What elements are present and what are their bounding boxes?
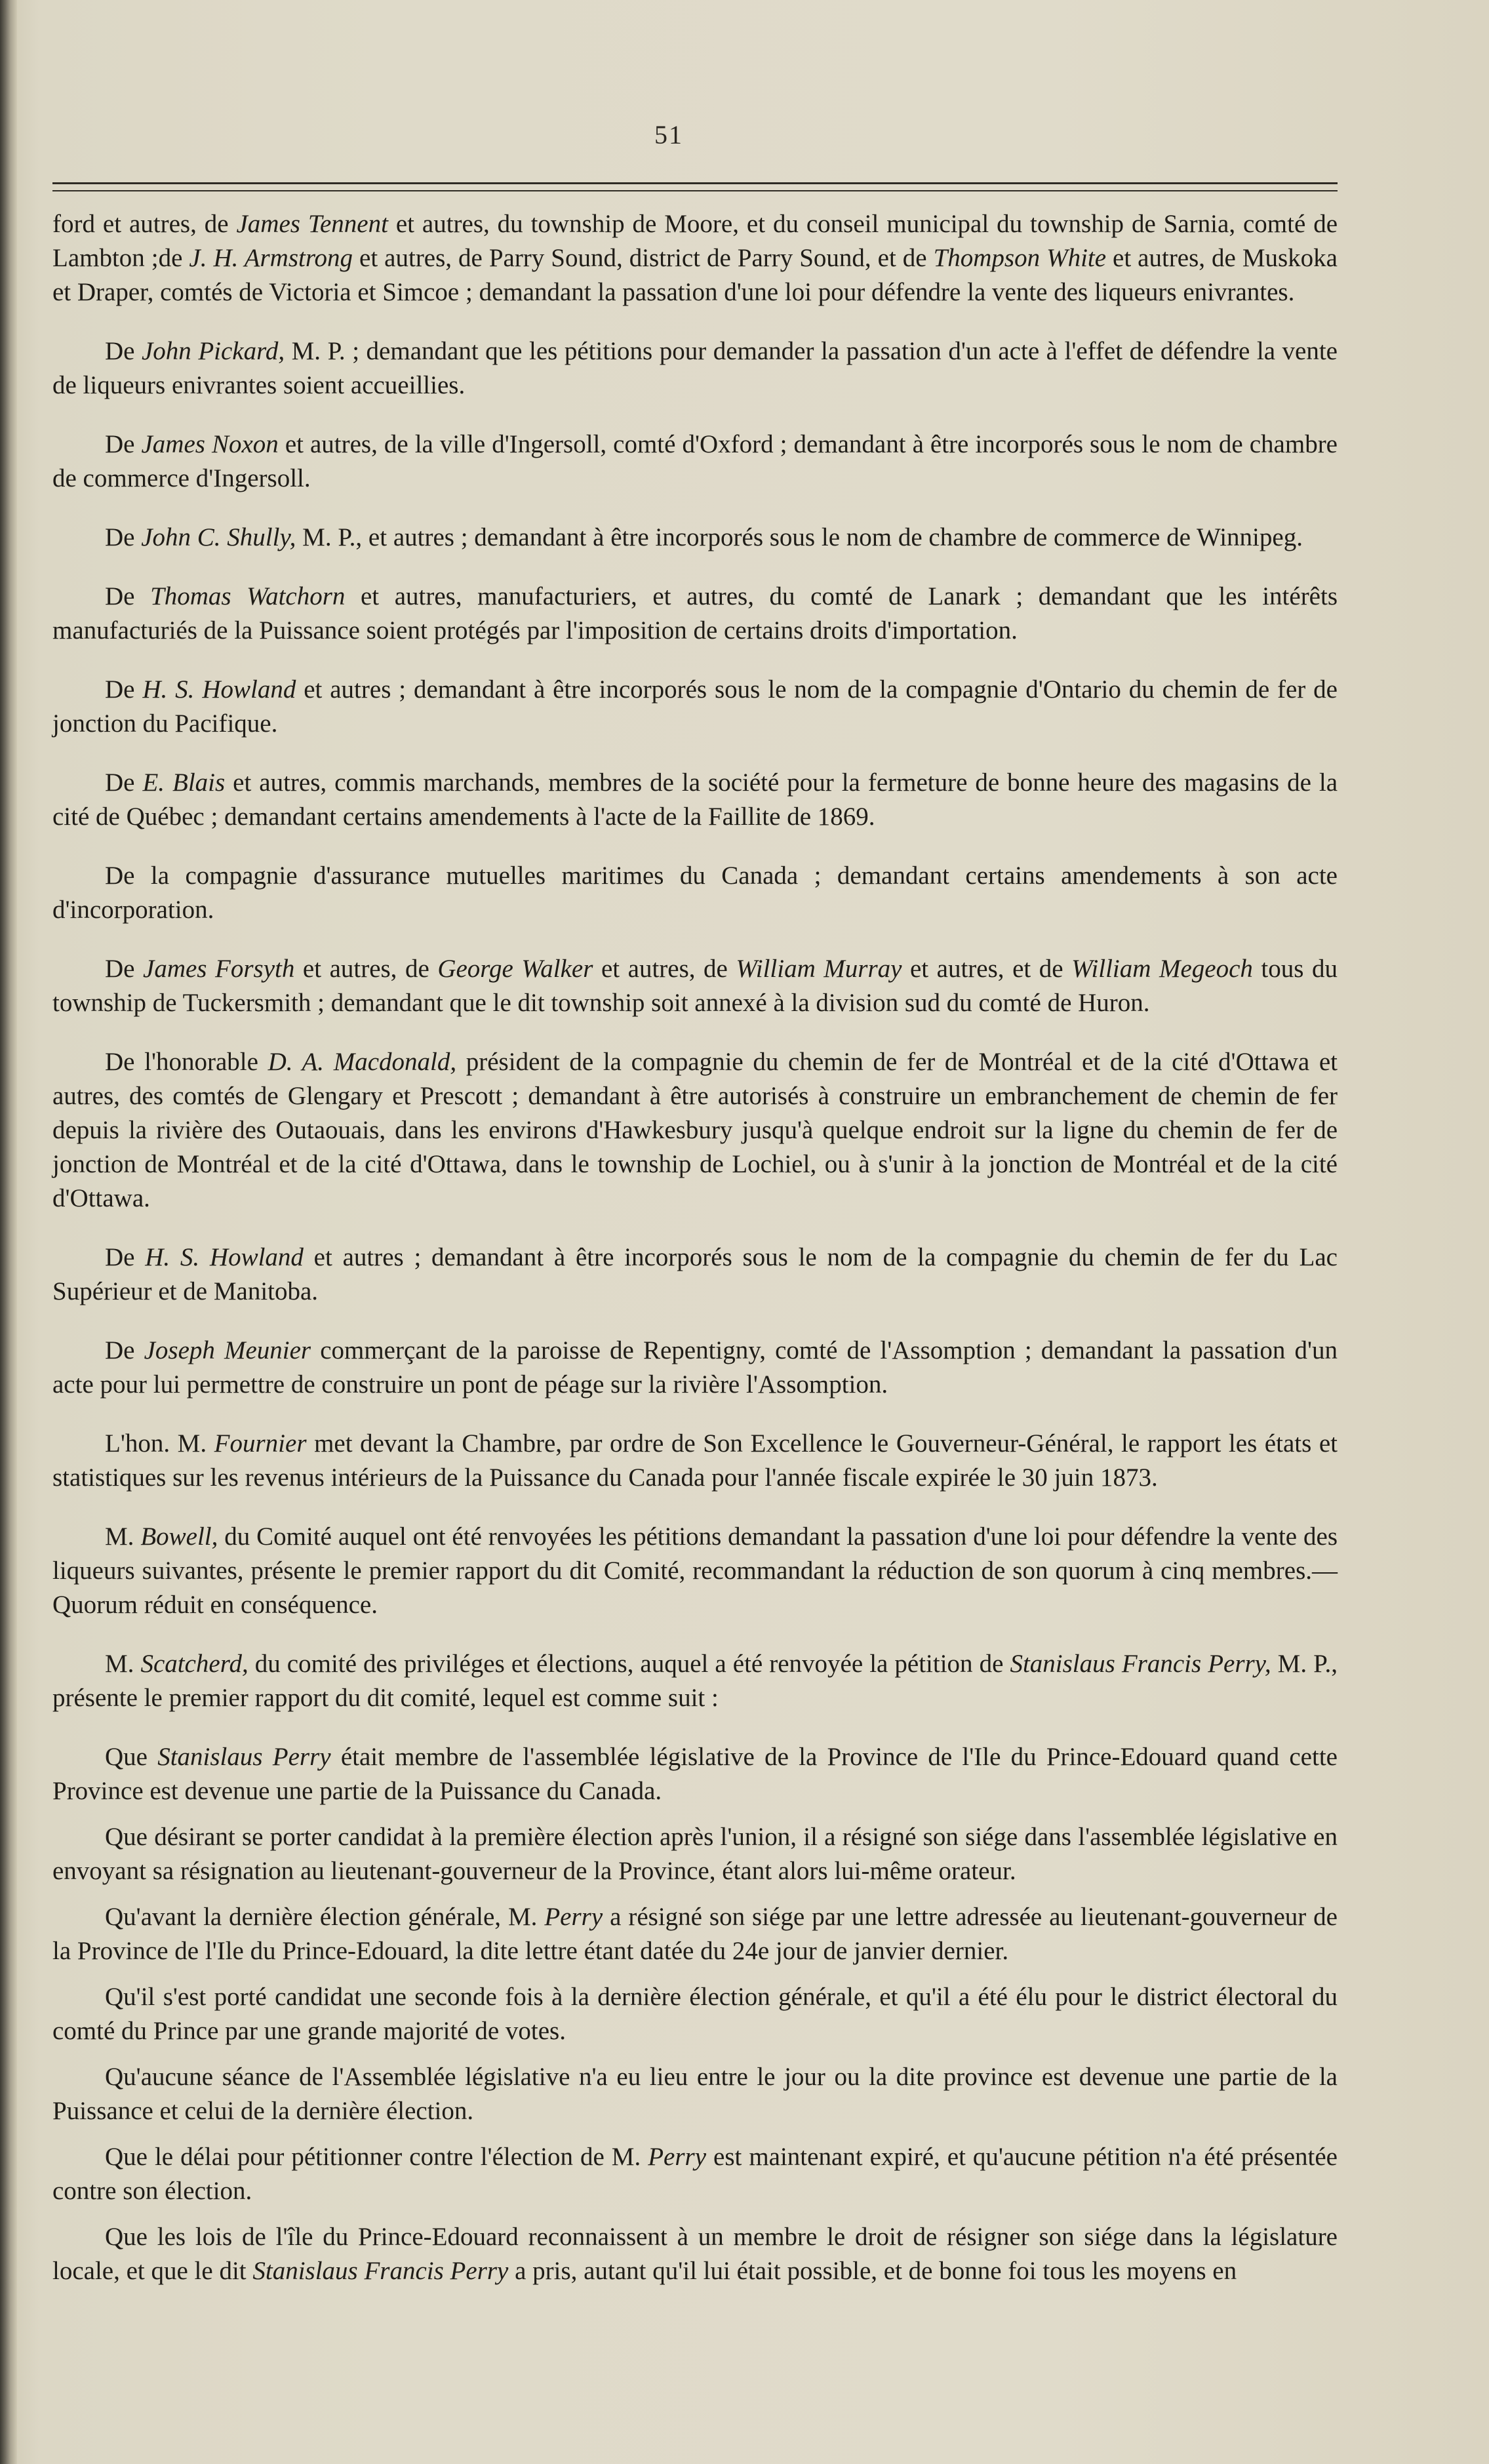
text-run: était membre de l'assemblée législative de la Province de l'Ile du Prince-Edouard quand cette Province est devenue une partie de la Puissance du Canada. <box>52 1743 1338 1805</box>
italic-name-run: J. H. Armstrong <box>189 244 353 272</box>
paragraph <box>52 1900 1338 1968</box>
paragraph <box>52 1427 1338 1495</box>
text-run: ford et autres, de <box>52 210 237 238</box>
italic-name-run: Thompson White <box>933 244 1107 272</box>
text-run: du comité des priviléges et élections, auquel a été renvoyée la pétition de <box>248 1650 1010 1678</box>
paragraph <box>52 1647 1338 1715</box>
paragraph <box>52 427 1338 496</box>
text-run: M. P. ; demandant que les pétitions pour demander la passation d'un acte à l'effet de défendre la vente de liqueurs enivrantes soient accueillies. <box>52 337 1338 399</box>
text-run: M. P., présente le premier rapport du dit comité, lequel est comme suit : <box>52 1650 1338 1712</box>
italic-name-run: George Walker <box>437 955 593 983</box>
text-run: et autres, de Muskoka et Draper, comtés de Victoria et Simcoe ; demandant la passation d'une loi pour défendre la vente des liqueurs enivrantes. <box>52 244 1338 306</box>
text-run: Que <box>105 1743 158 1771</box>
italic-name-run: H. S. Howland <box>142 675 296 704</box>
paragraph <box>52 859 1338 927</box>
italic-name-run: Scatcherd, <box>140 1650 248 1678</box>
italic-name-run: Stanislaus Francis Perry, <box>1010 1650 1271 1678</box>
document-body <box>52 207 1338 2300</box>
text-run: Que le délai pour pétitionner contre l'élection de M. <box>105 2143 648 2171</box>
text-run: met devant la Chambre, par ordre de Son Excellence le Gouverneur-Général, le rapport les états et statistiques sur les revenus intérieurs de la Puissance du Canada pour l'année fiscale expirée le 30 juin 1873. <box>52 1429 1338 1492</box>
paragraph <box>52 2220 1338 2288</box>
text-run: a pris, autant qu'il lui était possible, et de bonne foi tous les moyens en <box>508 2257 1237 2285</box>
paragraph <box>52 207 1338 309</box>
text-run: M. <box>105 1650 141 1678</box>
italic-name-run: John C. Shully, <box>141 523 296 551</box>
italic-name-run: Perry <box>544 1903 603 1931</box>
text-run: De <box>105 582 151 610</box>
text-run: Que désirant se porter candidat à la première élection après l'union, il a résigné son siége dans l'assemblée législative en envoyant sa résignation au lieutenant-gouverneur de la Province, étant alors lui-même orateur. <box>52 1823 1338 1885</box>
paragraph <box>52 521 1338 555</box>
text-run: Que les lois de l'île du Prince-Edouard reconnaissent à un membre le droit de résigner son siége dans la législature locale, et que le dit <box>52 2223 1338 2285</box>
text-run: et autres, de <box>294 955 438 983</box>
text-run: De <box>105 1336 144 1364</box>
text-run: M. P., et autres ; demandant à être incorporés sous le nom de chambre de commerce de Winnipeg. <box>296 523 1303 551</box>
italic-name-run: Thomas Watchorn <box>150 582 346 610</box>
text-run: du Comité auquel ont été renvoyées les pétitions demandant la passation d'une loi pour défendre la vente des liqueurs suivantes, présente le premier rapport du dit Comité, recommandant la réduction de son quorum à cinq membres.—Quorum réduit en conséquence. <box>52 1522 1338 1619</box>
paragraph <box>52 1740 1338 1808</box>
text-run: a résigné son siége par une lettre adressée au lieutenant-gouverneur de la Province de l'Ile du Prince-Edouard, la dite lettre étant datée du 24e jour de janvier dernier. <box>52 1903 1338 1965</box>
italic-name-run: D. A. Macdonald, <box>268 1048 457 1076</box>
paragraph <box>52 1241 1338 1309</box>
text-run: et autres ; demandant à être incorporés sous le nom de la compagnie d'Ontario du chemin de fer de jonction du Pacifique. <box>52 675 1338 738</box>
text-run: et autres, de <box>593 955 736 983</box>
paragraph <box>52 2060 1338 2128</box>
italic-name-run: Stanislaus Francis Perry <box>252 2257 509 2285</box>
italic-name-run: E. Blais <box>142 768 226 797</box>
text-run: tous du township de Tuckersmith ; demandant que le dit township soit annexé à la division sud du comté de Huron. <box>52 955 1338 1017</box>
italic-name-run: James Tennent <box>236 210 388 238</box>
text-run: commerçant de la paroisse de Repentigny, comté de l'Assomption ; demandant la passation d'un acte pour lui permettre de construire un pont de péage sur la rivière l'Assomption. <box>52 1336 1338 1399</box>
paragraph <box>52 1334 1338 1402</box>
text-run: De l'honorable <box>105 1048 268 1076</box>
header-rule-top <box>52 182 1338 184</box>
text-run: président de la compagnie du chemin de fer de Montréal et de la cité d'Ottawa et autres, des comtés de Glengary et Prescott ; demandant à être autorisés à construire un embranchement de chemin de fer depuis la rivière des Outaouais, dans les environs d'Hawkesbury jusqu'à quelque endroit sur la ligne du chemin de fer de jonction de Montréal et de la cité d'Ottawa, dans le township de Lochiel, ou à s'unir à la jonction de Montréal et de la cité d'Ottawa. <box>52 1048 1338 1212</box>
text-run: et autres, de Parry Sound, district de Parry Sound, et de <box>353 244 934 272</box>
header-rule-bottom <box>52 190 1338 191</box>
text-run: De la compagnie d'assurance mutuelles maritimes du Canada ; demandant certains amendements à son acte d'incorporation. <box>52 862 1338 924</box>
italic-name-run: William Murray <box>736 955 902 983</box>
italic-name-run: Stanislaus Perry <box>157 1743 331 1771</box>
italic-name-run: Perry <box>648 2143 707 2171</box>
text-run: Qu'avant la dernière élection générale, M. <box>105 1903 545 1931</box>
paragraph <box>52 952 1338 1020</box>
italic-name-run: James Forsyth <box>143 955 295 983</box>
text-run: De <box>105 768 143 797</box>
text-run: M. <box>105 1522 141 1551</box>
paragraph <box>52 580 1338 648</box>
italic-name-run: Fournier <box>214 1429 307 1458</box>
paragraph <box>52 766 1338 834</box>
paragraph <box>52 2140 1338 2208</box>
italic-name-run: William Megeoch <box>1071 955 1253 983</box>
text-run: Qu'aucune séance de l'Assemblée législative n'a eu lieu entre le jour ou la dite province est devenue une partie de la Puissance et celui de la dernière élection. <box>52 2063 1338 2125</box>
paragraph <box>52 673 1338 741</box>
text-run: De <box>105 430 142 458</box>
paragraph <box>52 1520 1338 1622</box>
text-run: est maintenant expiré, et qu'aucune pétition n'a été présentée contre son élection. <box>52 2143 1338 2205</box>
italic-name-run: James Noxon <box>141 430 279 458</box>
text-run: De <box>105 675 143 704</box>
text-run: De <box>105 523 142 551</box>
italic-name-run: H. S. Howland <box>145 1243 304 1271</box>
text-run: De <box>105 337 142 365</box>
text-run: L'hon. M. <box>105 1429 214 1458</box>
italic-name-run: John Pickard, <box>142 337 285 365</box>
paragraph <box>52 1820 1338 1888</box>
italic-name-run: Bowell, <box>140 1522 218 1551</box>
page-binding-edge <box>0 0 17 2464</box>
italic-name-run: Joseph Meunier <box>144 1336 311 1364</box>
text-run: Qu'il s'est porté candidat une seconde fois à la dernière élection générale, et qu'il a été élu pour le district électoral du comté du Prince par une grande majorité de votes. <box>52 1983 1338 2045</box>
text-run: et autres, du township de Moore, et du conseil municipal du township de Sarnia, comté de Lambton ;de <box>52 210 1338 272</box>
text-run: et autres, commis marchands, membres de la société pour la fermeture de bonne heure des magasins de la cité de Québec ; demandant certains amendements à l'acte de la Faillite de 1869. <box>52 768 1338 831</box>
paragraph <box>52 334 1338 403</box>
paragraph <box>52 1980 1338 2048</box>
text-run: et autres, manufacturiers, et autres, du comté de Lanark ; demandant que les intérêts manufacturiés de la Puissance soient protégés par l'imposition de certains droits d'importation. <box>52 582 1338 645</box>
paragraph <box>52 1045 1338 1216</box>
text-run: et autres, et de <box>902 955 1072 983</box>
page-number: 51 <box>654 120 683 149</box>
text-run: De <box>105 955 144 983</box>
text-run: De <box>105 1243 146 1271</box>
text-run: et autres, de la ville d'Ingersoll, comté d'Oxford ; demandant à être incorporés sous le nom de chambre de commerce d'Ingersoll. <box>52 430 1338 492</box>
text-run: et autres ; demandant à être incorporés sous le nom de la compagnie du chemin de fer du Lac Supérieur et de Manitoba. <box>52 1243 1338 1305</box>
